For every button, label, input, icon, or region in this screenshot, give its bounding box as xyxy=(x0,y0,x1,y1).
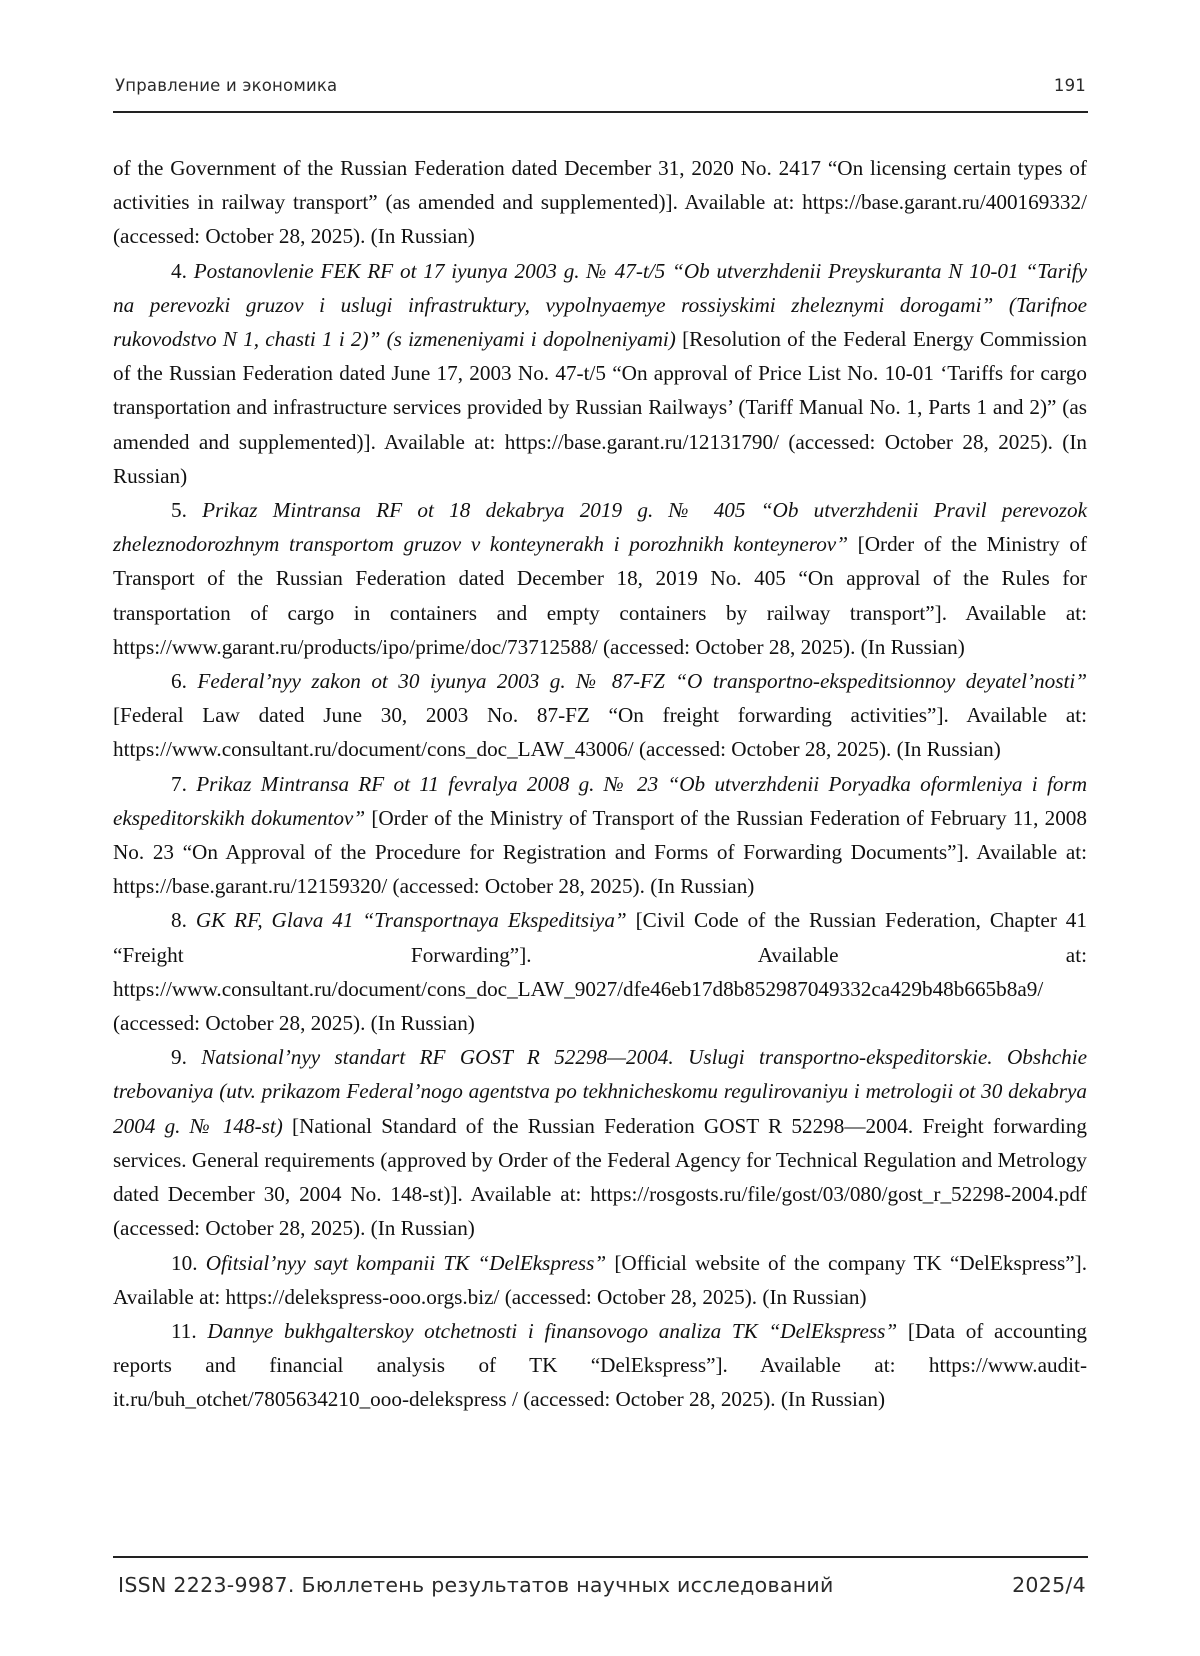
reference-details: [Official website of the company TK “DelEkspress”]. Available at: https://delekspress-ooo.orgs.biz/ (accessed: October 28, 2025). (In Russian) xyxy=(113,1250,1088,1309)
reference-details: [Data of accounting reports and financial analysis of TK “DelEkspress”]. Available at: https://www.audit-it.ru/buh_otchet/7805634210_ooo-delekspress / (accessed: October 28, 2025). (In Russian) xyxy=(113,1318,1088,1412)
section-title: Управление и экономика xyxy=(115,76,338,95)
reference-number: 11. xyxy=(171,1318,197,1343)
reference-number: 6. xyxy=(171,669,187,694)
reference-title: Prikaz Mintransa RF ot 18 dekabrya 2019 g. № 405 “Ob utverzhdenii Pravil perevozok zheleznodorozhnym transportom gruzov v konteynerakh i porozhnikh konteynerov” xyxy=(113,498,1087,557)
reference-number: 5. xyxy=(171,498,187,523)
reference-item-5 xyxy=(113,493,1087,664)
reference-item-8 xyxy=(113,903,1087,1040)
reference-title: Natsional’nyy standart RF GOST R 52298—2004. Uslugi transportno-ekspeditorskie. Obshchie trebovaniya (utv. prikazom Federal’nogo agentstva po tekhnicheskomu regulirovaniyu i metrologii ot 30 dekabrya 2004 g. № 148-st) xyxy=(113,1045,1088,1138)
reference-title: Postanovlenie FEK RF ot 17 iyunya 2003 g. № 47-t/5 “Ob utverzhdenii Preyskuranta N 10-01 “Tarify na perevozki gruzov i uslugi infrastruktury, vypolnyaemye rossiyskimi zheleznymi dorogami” (Tarifnoe rukovodstvo N 1, chasti 1 i 2)” (s izmeneniyami i dopolneniyami) xyxy=(113,258,1088,352)
reference-title: GK RF, Glava 41 “Transportnaya Ekspeditsiya” xyxy=(195,908,627,933)
reference-continuation: of the Government of the Russian Federation dated December 31, 2020 No. 2417 “On licensing certain types of activities in railway transport” (as amended and supplemented)]. Available at: https://base.garant.ru/400169332/ (accessed: October 28, 2025). (In Russian) xyxy=(113,156,1087,249)
page-number: 191 xyxy=(1053,76,1086,95)
reference-number: 4. xyxy=(171,258,187,283)
running-header xyxy=(115,76,1086,104)
reference-number: 10. xyxy=(171,1250,198,1275)
reference-title: Dannye bukhgalterskoy otchetnosti i finansovogo analiza TK “DelEkspress” xyxy=(207,1318,898,1343)
running-footer xyxy=(118,1573,1086,1603)
reference-title: Federal’nyy zakon ot 30 iyunya 2003 g. № 87-FZ “O transportno-ekspeditsionnoy deyatel’nosti” xyxy=(197,669,1088,694)
reference-item-9 xyxy=(113,1040,1087,1245)
reference-title: Prikaz Mintransa RF ot 11 fevralya 2008 g. № 23 “Ob utverzhdenii Poryadka oformleniya i form ekspeditorskikh dokumentov” xyxy=(113,771,1087,830)
reference-number: 8. xyxy=(171,908,187,933)
reference-list xyxy=(113,151,1087,1417)
reference-details: [Order of the Ministry of Transport of the Russian Federation of February 11, 2008 No. 23 “On Approval of the Procedure for Registration and Forms of Forwarding Documents”]. Available at: https://base.garant.ru/12159320/ (accessed: October 28, 2025). (In Russian) xyxy=(113,805,1087,899)
issue-number: 2025/4 xyxy=(1012,1573,1086,1597)
reference-item-7 xyxy=(113,767,1087,904)
reference-item-6 xyxy=(113,664,1087,767)
reference-item-11 xyxy=(113,1314,1087,1417)
reference-item-10 xyxy=(113,1246,1087,1314)
reference-number: 7. xyxy=(171,771,187,796)
journal-title: ISSN 2223-9987. Бюллетень результатов научных исследований xyxy=(118,1573,834,1597)
reference-number: 9. xyxy=(171,1045,187,1070)
footer-rule xyxy=(113,1556,1088,1558)
reference-title: Ofitsial’nyy sayt kompanii TK “DelEkspress” xyxy=(205,1250,607,1275)
reference-details: [Civil Code of the Russian Federation, Chapter 41 “Freight Forwarding”]. Available at: https://www.consultant.ru/document/cons_doc_LAW_9027/dfe46eb17d8b852987049332ca429b48b665b8a9/ (accessed: October 28, 2025). (In Russian) xyxy=(113,908,1087,1036)
reference-details: [National Standard of the Russian Federation GOST R 52298—2004. Freight forwarding services. General requirements (approved by Order of the Federal Agency for Technical Regulation and Metrology dated December 30, 2004 No. 148-st)]. Available at: https://rosgosts.ru/file/gost/03/080/gost_r_52298-2004.pdf (accessed: October 28, 2025). (In Russian) xyxy=(113,1113,1087,1241)
reference-details: [Resolution of the Federal Energy Commission of the Russian Federation dated June 17, 2003 No. 47-t/5 “On approval of Price List No. 10-01 ‘Tariffs for cargo transportation and infrastructure services provided by Russian Railways’ (Tariff Manual No. 1, Parts 1 and 2)” (as amended and supplemented)]. Available at: https://base.garant.ru/12131790/ (accessed: October 28, 2025). (In Russian) xyxy=(113,327,1088,488)
reference-item-4 xyxy=(113,254,1087,493)
header-rule xyxy=(113,111,1088,113)
reference-details: [Federal Law dated June 30, 2003 No. 87-FZ “On freight forwarding activities”]. Available at: https://www.consultant.ru/document/cons_doc_LAW_43006/ (accessed: October 28, 2025). (In Russian) xyxy=(113,703,1087,762)
reference-details: [Order of the Ministry of Transport of the Russian Federation dated December 18, 2019 No. 405 “On approval of the Rules for transportation of cargo in containers and empty containers by railway transport”]. Available at: https://www.garant.ru/products/ipo/prime/doc/73712588/ (accessed: October 28, 2025). (In Russian) xyxy=(113,532,1087,659)
